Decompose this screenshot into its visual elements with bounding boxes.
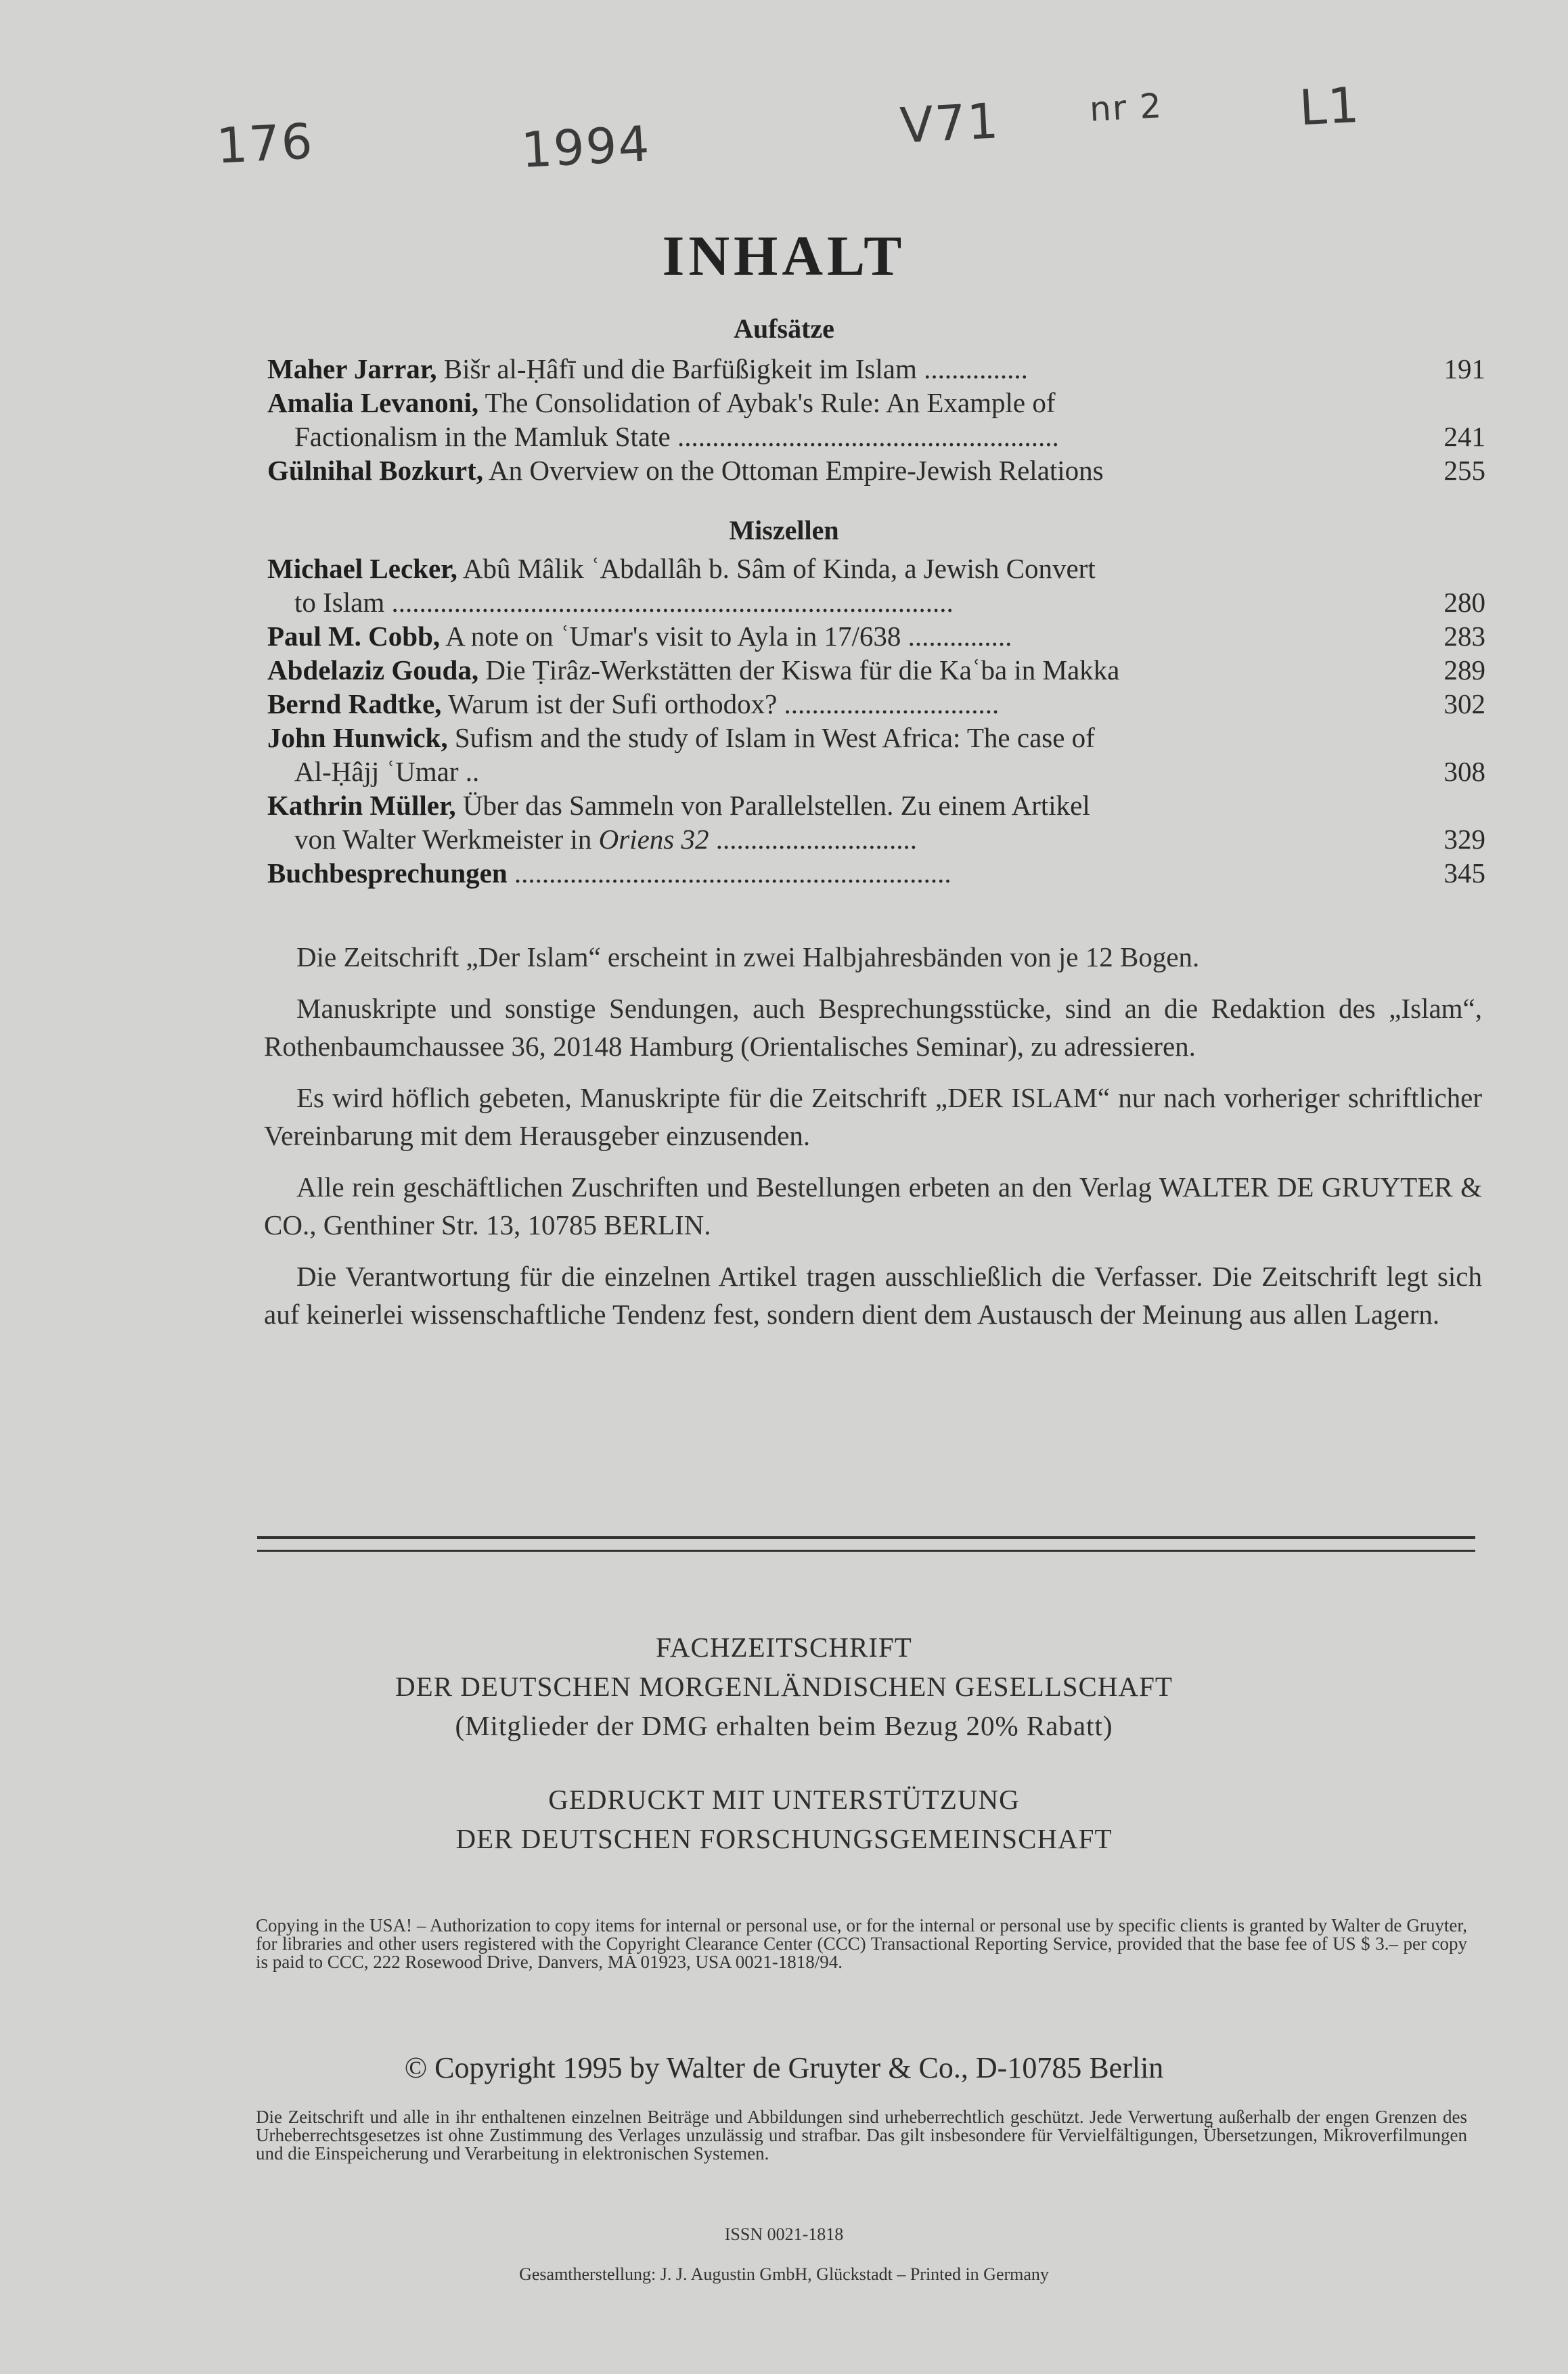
toc-author: Bernd Radtke, bbox=[267, 688, 442, 719]
leader-dots: ............... bbox=[908, 621, 1012, 652]
toc-author: Gülnihal Bozkurt, bbox=[267, 455, 483, 486]
toc-entry-continued bbox=[267, 755, 1485, 788]
toc-title: A note on ʿUmar's visit to Ayla in 17/638 bbox=[445, 621, 901, 652]
toc-title: Bišr al-Ḥâfī und die Barfüßigkeit im Islam bbox=[443, 353, 917, 384]
toc-entry bbox=[267, 687, 1485, 721]
toc-title-continued: Factionalism in the Mamluk State bbox=[294, 421, 671, 452]
toc-author: Amalia Levanoni, bbox=[267, 387, 479, 418]
divider-rule bbox=[257, 1536, 1475, 1539]
toc-entry-continued bbox=[267, 420, 1485, 453]
toc-title-italic: Oriens 32 bbox=[598, 824, 709, 855]
fachzeitschrift-line: DER DEUTSCHEN MORGENLÄNDISCHEN GESELLSCHAFT bbox=[395, 1671, 1173, 1702]
leader-dots: ............................. bbox=[715, 824, 917, 855]
toc-entry-continued bbox=[267, 822, 1485, 856]
toc-page: 345 bbox=[1443, 857, 1485, 889]
leader-dots: ....................................................... bbox=[677, 421, 1059, 452]
toc-entry bbox=[267, 386, 1485, 420]
toc-title-continued: Al-Ḥâjj ʿUmar bbox=[294, 756, 459, 787]
note-paragraph: Manuskripte und sonstige Sendungen, auch Besprechungsstücke, sind an die Redaktion des „Islam“, Rothenbaumchaussee 36, 20148 Hamburg (Orientalisches Seminar), zu adressieren. bbox=[264, 993, 1482, 1062]
rights-notice: Die Zeitschrift und alle in ihr enthaltenen einzelnen Beiträge und Abbildungen sind urheberrechtlich geschützt. Jede Verwertung außerhalb der engen Grenzen des Urheberrechtsgesetzes ist ohne Zustimmung des Verlages unzulässig und strafbar. Das gilt insbesondere für Vervielfältigungen, Übersetzungen, Mikroverfilmungen und die Einspeicherung und Verarbeitung in elektronischen Systemen. bbox=[256, 2107, 1467, 2164]
toc-page: 329 bbox=[1443, 824, 1485, 855]
fachzeitschrift-line: (Mitglieder der DMG erhalten beim Bezug 20% Rabatt) bbox=[455, 1710, 1113, 1741]
copying-notice: Copying in the USA! – Authorization to copy items for internal or personal use, or for the internal or personal use by specific clients is granted by Walter de Gruyter, for libraries and other users registered with the Copyright Clearance Center (CCC) Transactional Reporting Service, provided that the base fee of US $ 3.– per copy is paid to CCC, 222 Rosewood Drive, Danvers, MA 01923, USA 0021-1818/94. bbox=[256, 1915, 1467, 1972]
toc-author: Maher Jarrar, bbox=[267, 353, 437, 384]
leader-dots: ................................................................................. bbox=[391, 587, 954, 618]
toc-entry bbox=[267, 453, 1485, 487]
publication-notes bbox=[264, 938, 1482, 1347]
toc-entry bbox=[267, 653, 1485, 687]
fachzeitschrift-line: FACHZEITSCHRIFT bbox=[656, 1632, 912, 1663]
toc-author: Paul M. Cobb, bbox=[267, 621, 441, 652]
note-paragraph: Die Zeitschrift „Der Islam“ erscheint in zwei Halbjahresbänden von je 12 Bogen. bbox=[296, 941, 1200, 972]
toc-author: John Hunwick, bbox=[267, 722, 448, 753]
note-paragraph: Die Verantwortung für die einzelnen Artikel tragen ausschließlich die Verfasser. Die Zeitschrift legt sich auf keinerlei wissenschaftliche Tendenz fest, sondern dient dem Austausch der Meinung aus allen Lagern. bbox=[264, 1261, 1482, 1330]
toc-page: 283 bbox=[1443, 621, 1485, 652]
toc-title: Warum ist der Sufi orthodox? bbox=[447, 688, 778, 719]
page-title: INHALT bbox=[662, 225, 906, 288]
note-paragraph: Alle rein geschäftlichen Zuschriften und Bestellungen erbeten an den Verlag WALTER DE GRUYTER & CO., Genthiner Str. 13, 10785 BERLIN. bbox=[264, 1171, 1482, 1240]
toc-page: 241 bbox=[1443, 421, 1485, 452]
toc-entry bbox=[267, 856, 1485, 890]
leader-dots: ............................................................... bbox=[514, 857, 951, 889]
handwritten-number: 176 bbox=[215, 112, 315, 175]
toc-page: 255 bbox=[1443, 455, 1485, 486]
toc-entry bbox=[267, 788, 1485, 822]
gedruckt-block bbox=[0, 1780, 1568, 1858]
toc-title-continued: von Walter Werkmeister in bbox=[294, 824, 592, 855]
toc-entry bbox=[267, 721, 1485, 755]
handwritten-volume: V71 bbox=[898, 92, 1001, 154]
gedruckt-line: DER DEUTSCHEN FORSCHUNGSGEMEINSCHAFT bbox=[455, 1823, 1113, 1854]
toc-entry bbox=[267, 552, 1485, 585]
toc-author: Abdelaziz Gouda, bbox=[267, 654, 479, 686]
leader-dots: .. bbox=[465, 756, 480, 787]
handwritten-issue: nr 2 bbox=[1088, 86, 1164, 129]
toc-page: 308 bbox=[1443, 756, 1485, 787]
toc-entry bbox=[267, 619, 1485, 653]
issn: ISSN 0021-1818 bbox=[724, 2224, 844, 2244]
toc-title: Abû Mâlik ʿAbdallâh b. Sâm of Kinda, a Jewish Convert bbox=[462, 553, 1096, 584]
toc-page: 280 bbox=[1443, 587, 1485, 618]
toc-title-continued: to Islam bbox=[294, 587, 385, 618]
note-paragraph: Es wird höflich gebeten, Manuskripte für die Zeitschrift „DER ISLAM“ nur nach vorheriger schriftlicher Vereinbarung mit dem Herausgeber einzusenden. bbox=[264, 1082, 1482, 1151]
section-heading-miszellen: Miszellen bbox=[729, 515, 839, 545]
handwritten-code: L1 bbox=[1297, 76, 1362, 137]
gedruckt-line: GEDRUCKT MIT UNTERSTÜTZUNG bbox=[548, 1784, 1020, 1815]
printer-line: Gesamtherstellung: J. J. Augustin GmbH, Glückstadt – Printed in Germany bbox=[519, 2264, 1049, 2284]
copyright-line: © Copyright 1995 by Walter de Gruyter & Co., D-10785 Berlin bbox=[404, 2051, 1164, 2084]
leader-dots: ............................... bbox=[784, 688, 1000, 719]
toc-entry-continued bbox=[267, 585, 1485, 619]
toc-author: Kathrin Müller, bbox=[267, 790, 456, 821]
toc-title: Sufism and the study of Islam in West Africa: The case of bbox=[454, 722, 1095, 753]
toc-title: Über das Sammeln von Parallelstellen. Zu einem Artikel bbox=[462, 790, 1090, 821]
toc-page: 302 bbox=[1443, 688, 1485, 719]
toc-miszellen bbox=[267, 552, 1485, 890]
toc-aufsaetze bbox=[267, 352, 1485, 487]
toc-title: Die Ṭirâz-Werkstätten der Kiswa für die Kaʿba in Makka bbox=[485, 654, 1120, 686]
toc-author: Michael Lecker, bbox=[267, 553, 457, 584]
toc-buchbesprechungen: Buchbesprechungen bbox=[267, 857, 508, 889]
handwritten-year: 1994 bbox=[519, 115, 652, 179]
toc-title: An Overview on the Ottoman Empire-Jewish Relations bbox=[488, 455, 1104, 486]
divider-rule bbox=[257, 1550, 1475, 1552]
toc-title: The Consolidation of Aybak's Rule: An Example of bbox=[485, 387, 1056, 418]
section-heading-aufsaetze: Aufsätze bbox=[734, 313, 834, 344]
toc-page: 289 bbox=[1443, 654, 1485, 686]
toc-entry bbox=[267, 352, 1485, 386]
fachzeitschrift-block bbox=[0, 1628, 1568, 1745]
toc-page: 191 bbox=[1443, 353, 1485, 384]
leader-dots: ............... bbox=[924, 353, 1028, 384]
